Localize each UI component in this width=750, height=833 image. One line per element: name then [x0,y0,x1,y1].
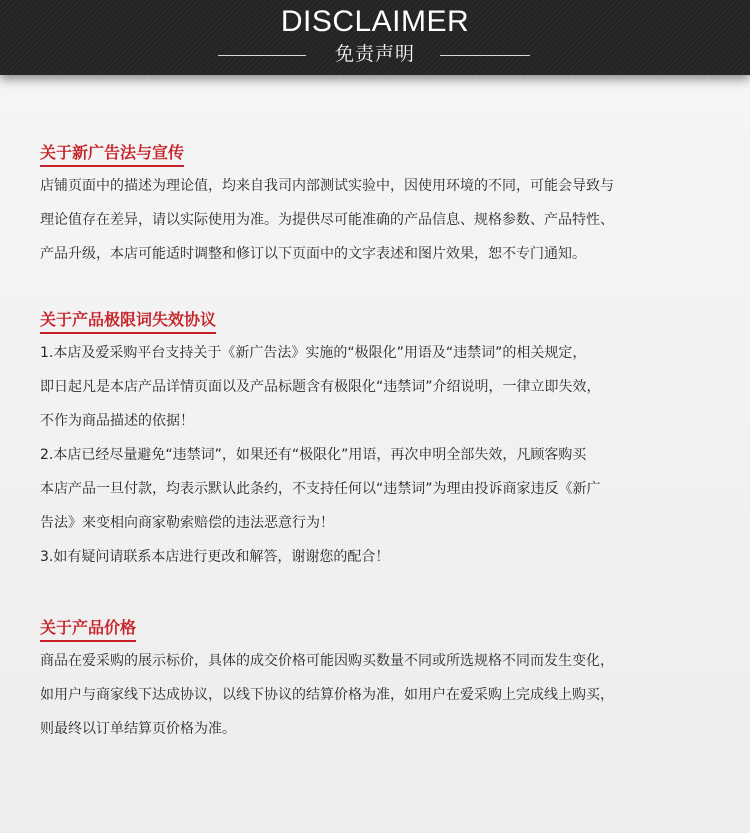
header-divider-right [440,55,530,56]
paragraph-line: 本店产品一旦付款，均表示默认此条约，不支持任何以“违禁词”为理由投诉商家违反《新广 [40,481,601,497]
section-product-price [40,617,720,746]
section-heading: 关于产品价格 [40,617,136,642]
paragraph-line: 3.如有疑问请联系本店进行更改和解答，谢谢您的配合！ [40,549,390,565]
section-body [40,336,720,574]
paragraph-line: 理论值存在差异，请以实际使用为准。为提供尽可能准确的产品信息、规格参数、产品特性、 [40,212,614,228]
paragraph-line: 店铺页面中的描述为理论值，均来自我司内部测试实验中，因使用环境的不同，可能会导致与 [40,178,614,194]
paragraph-line: 告法》来变相向商家勒索赔偿的违法恶意行为！ [40,515,334,531]
section-body [40,644,720,746]
header-banner [0,0,750,75]
section-heading: 关于新广告法与宣传 [40,142,184,167]
section-body [40,169,720,271]
paragraph-line: 如用户与商家线下达成协议，以线下协议的结算价格为准，如用户在爱采购上完成线上购买， [40,687,614,703]
paragraph-line: 商品在爱采购的展示标价，具体的成交价格可能因购买数量不同或所选规格不同而发生变化， [40,653,614,669]
paragraph-line: 产品升级，本店可能适时调整和修订以下页面中的文字表述和图片效果，恕不专门通知。 [40,246,586,262]
paragraph-line: 即日起凡是本店产品详情页面以及产品标题含有极限化“违禁词”介绍说明，一律立即失效， [40,379,601,395]
section-ad-law [40,142,720,271]
paragraph-line: 2.本店已经尽量避免“违禁词”，如果还有“极限化”用语，再次申明全部失效，凡顾客购买 [40,447,587,463]
section-heading: 关于产品极限词失效协议 [40,309,216,334]
header-subtitle: 免责声明 [334,43,415,65]
header-title: DISCLAIMER [280,5,470,38]
paragraph-line: 1.本店及爱采购平台支持关于《新广告法》实施的“极限化”用语及“违禁词”的相关规定， [40,345,587,361]
paragraph-line: 则最终以订单结算页价格为准。 [40,721,236,737]
section-extreme-words [40,309,720,574]
paragraph-line: 不作为商品描述的依据！ [40,413,194,429]
